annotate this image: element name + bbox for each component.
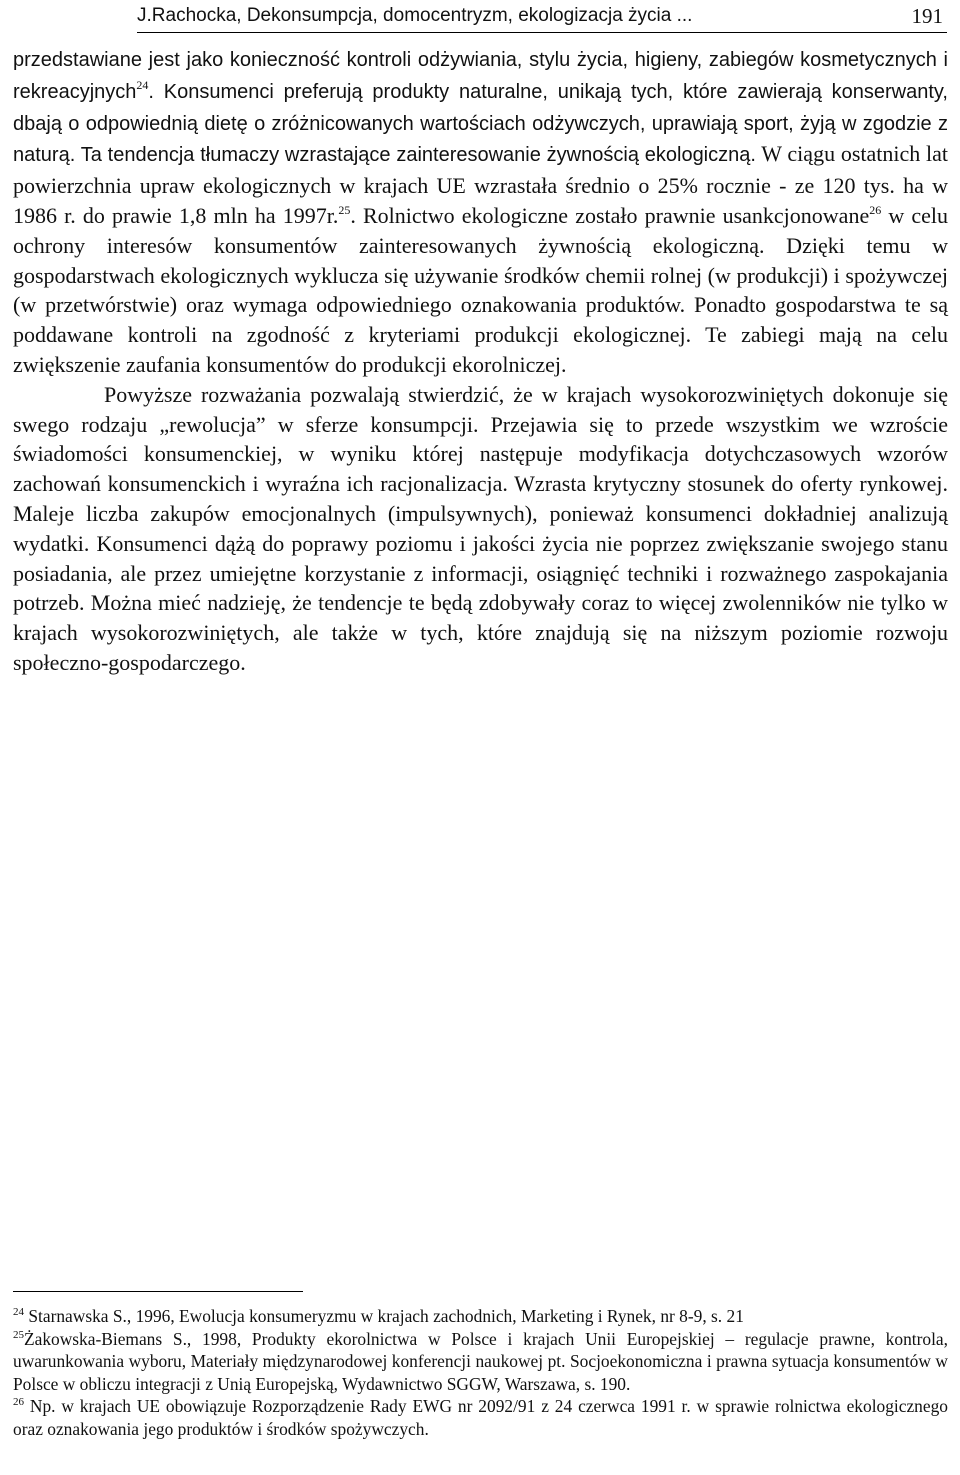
paragraph-1-part-4: . Rolnictwo ekologiczne zostało prawnie usankcjonowane bbox=[350, 202, 870, 228]
footnote-separator bbox=[13, 1291, 303, 1292]
footnote-text: Żakowska-Biemans S., 1998, Produkty ekorolnictwa w Polsce i krajach Unii Europejskiej – regulacje prawne, kontrola, uwarunkowania wyboru, Materiały międzynarodowej konferencji naukowej pt. Socjoekonomiczna i prawna sytuacja konsumentów w Polsce w obliczu integracji z Unią Europejską, Wydawnictwo SGGW, Warszawa, s. 190. bbox=[13, 1328, 948, 1394]
footnote-text: Np. w krajach UE obowiązuje Rozporządzenie Rady EWG nr 2092/91 z 24 czerwca 1991 r. w sprawie rolnictwa ekologicznego oraz oznakowania jego produktów i środków spożywczych. bbox=[13, 1396, 948, 1439]
footnote-number: 25 bbox=[13, 1328, 24, 1341]
paragraph-1 bbox=[13, 44, 948, 380]
paragraph-2: Powyższe rozważania pozwalają stwierdzić, że w krajach wysokorozwiniętych dokonuje się swego rodzaju „rewolucja” w sferze konsumpcji. Przejawia się to przede wszystkim we wzroście świadomości konsumenckiej, w wyniku której następuje modyfikacja dotychczasowych wzorów zachowań konsumenckich i wyraźna ich racjonalizacja. Wzrasta krytyczny stosunek do oferty rynkowej. Maleje liczba zakupów emocjonalnych (impulsywnych), ponieważ konsumenci dokładniej analizują wydatki. Konsumenci dążą do poprawy poziomu i jakości życia nie poprzez zwiększanie swojego stanu posiadania, ale przez umiejętne korzystanie z informacji, osiągnięć techniki i rozważnego zaspokajania potrzeb. Można mieć nadzieję, że tendencje te będą zdobywały coraz to więcej zwolenników nie tylko w krajach wysokorozwiniętych, ale także w tych, które znajdują się na niższym poziomie rozwoju społeczno-gospodarczego. bbox=[13, 381, 948, 675]
footnotes bbox=[13, 1305, 948, 1441]
paragraph-1-part-2: . Konsumenci preferują produkty naturalne, unikają tych, które zawierają konserwanty, dbają o odpowiednią dietę o zróżnicowanych wartościach odżywczych, uprawiają sport, żyją w zgodzie z naturą. Ta tendencja tłumaczy wzrastające zainteresowanie żywnością ekologiczną. bbox=[13, 80, 948, 167]
running-header bbox=[137, 4, 947, 33]
footnote-number: 24 bbox=[13, 1306, 24, 1318]
footnote-text: Starnawska S., 1996, Ewolucja konsumeryzmu w krajach zachodnich, Marketing i Rynek, nr 8-9, s. 21 bbox=[24, 1306, 744, 1326]
paragraph-1-part-1: przedstawiane jest jako konieczność kontroli odżywiania, stylu życia, higieny, zabiegów kosmetycznych i rekreacyjnych bbox=[13, 49, 948, 103]
footnote-ref-24: 24 bbox=[136, 77, 149, 92]
footnote-ref-25: 25 bbox=[338, 202, 351, 217]
footnote-26 bbox=[13, 1395, 948, 1440]
running-title: J.Rachocka, Dekonsumpcja, domocentryzm, ekologizacja życia ... bbox=[137, 5, 693, 26]
paragraph-1-part-3: W ciągu ostatnich lat powierzchnia upraw ekologicznych w krajach UE wzrastała średnio o 25% rocznie - ze 120 tys. ha w 1986 r. do prawie 1,8 mln ha 1997r. bbox=[13, 141, 948, 228]
footnote-24 bbox=[13, 1305, 948, 1328]
footnote-number: 26 bbox=[13, 1396, 24, 1409]
page-number: 191 bbox=[911, 4, 943, 28]
footnote-ref-26: 26 bbox=[869, 202, 882, 217]
footnote-25 bbox=[13, 1328, 948, 1396]
main-text bbox=[13, 44, 948, 678]
paragraph-1-part-5: w celu ochrony interesów konsumentów zainteresowanych żywnością ekologiczną. Dzięki temu w gospodarstwach ekologicznych wyklucza się używanie środków chemii rolnej (w produkcji) i spożywczej (w przetwórstwie) oraz wymaga odpowiedniego oznakowania produktów. Ponadto gospodarstwa te są poddawane kontroli na zgodność z kryteriami produkcji ekologicznej. Te zabiegi mają na celu zwiększenie zaufania konsumentów do produkcji ekorolniczej. bbox=[13, 202, 948, 377]
